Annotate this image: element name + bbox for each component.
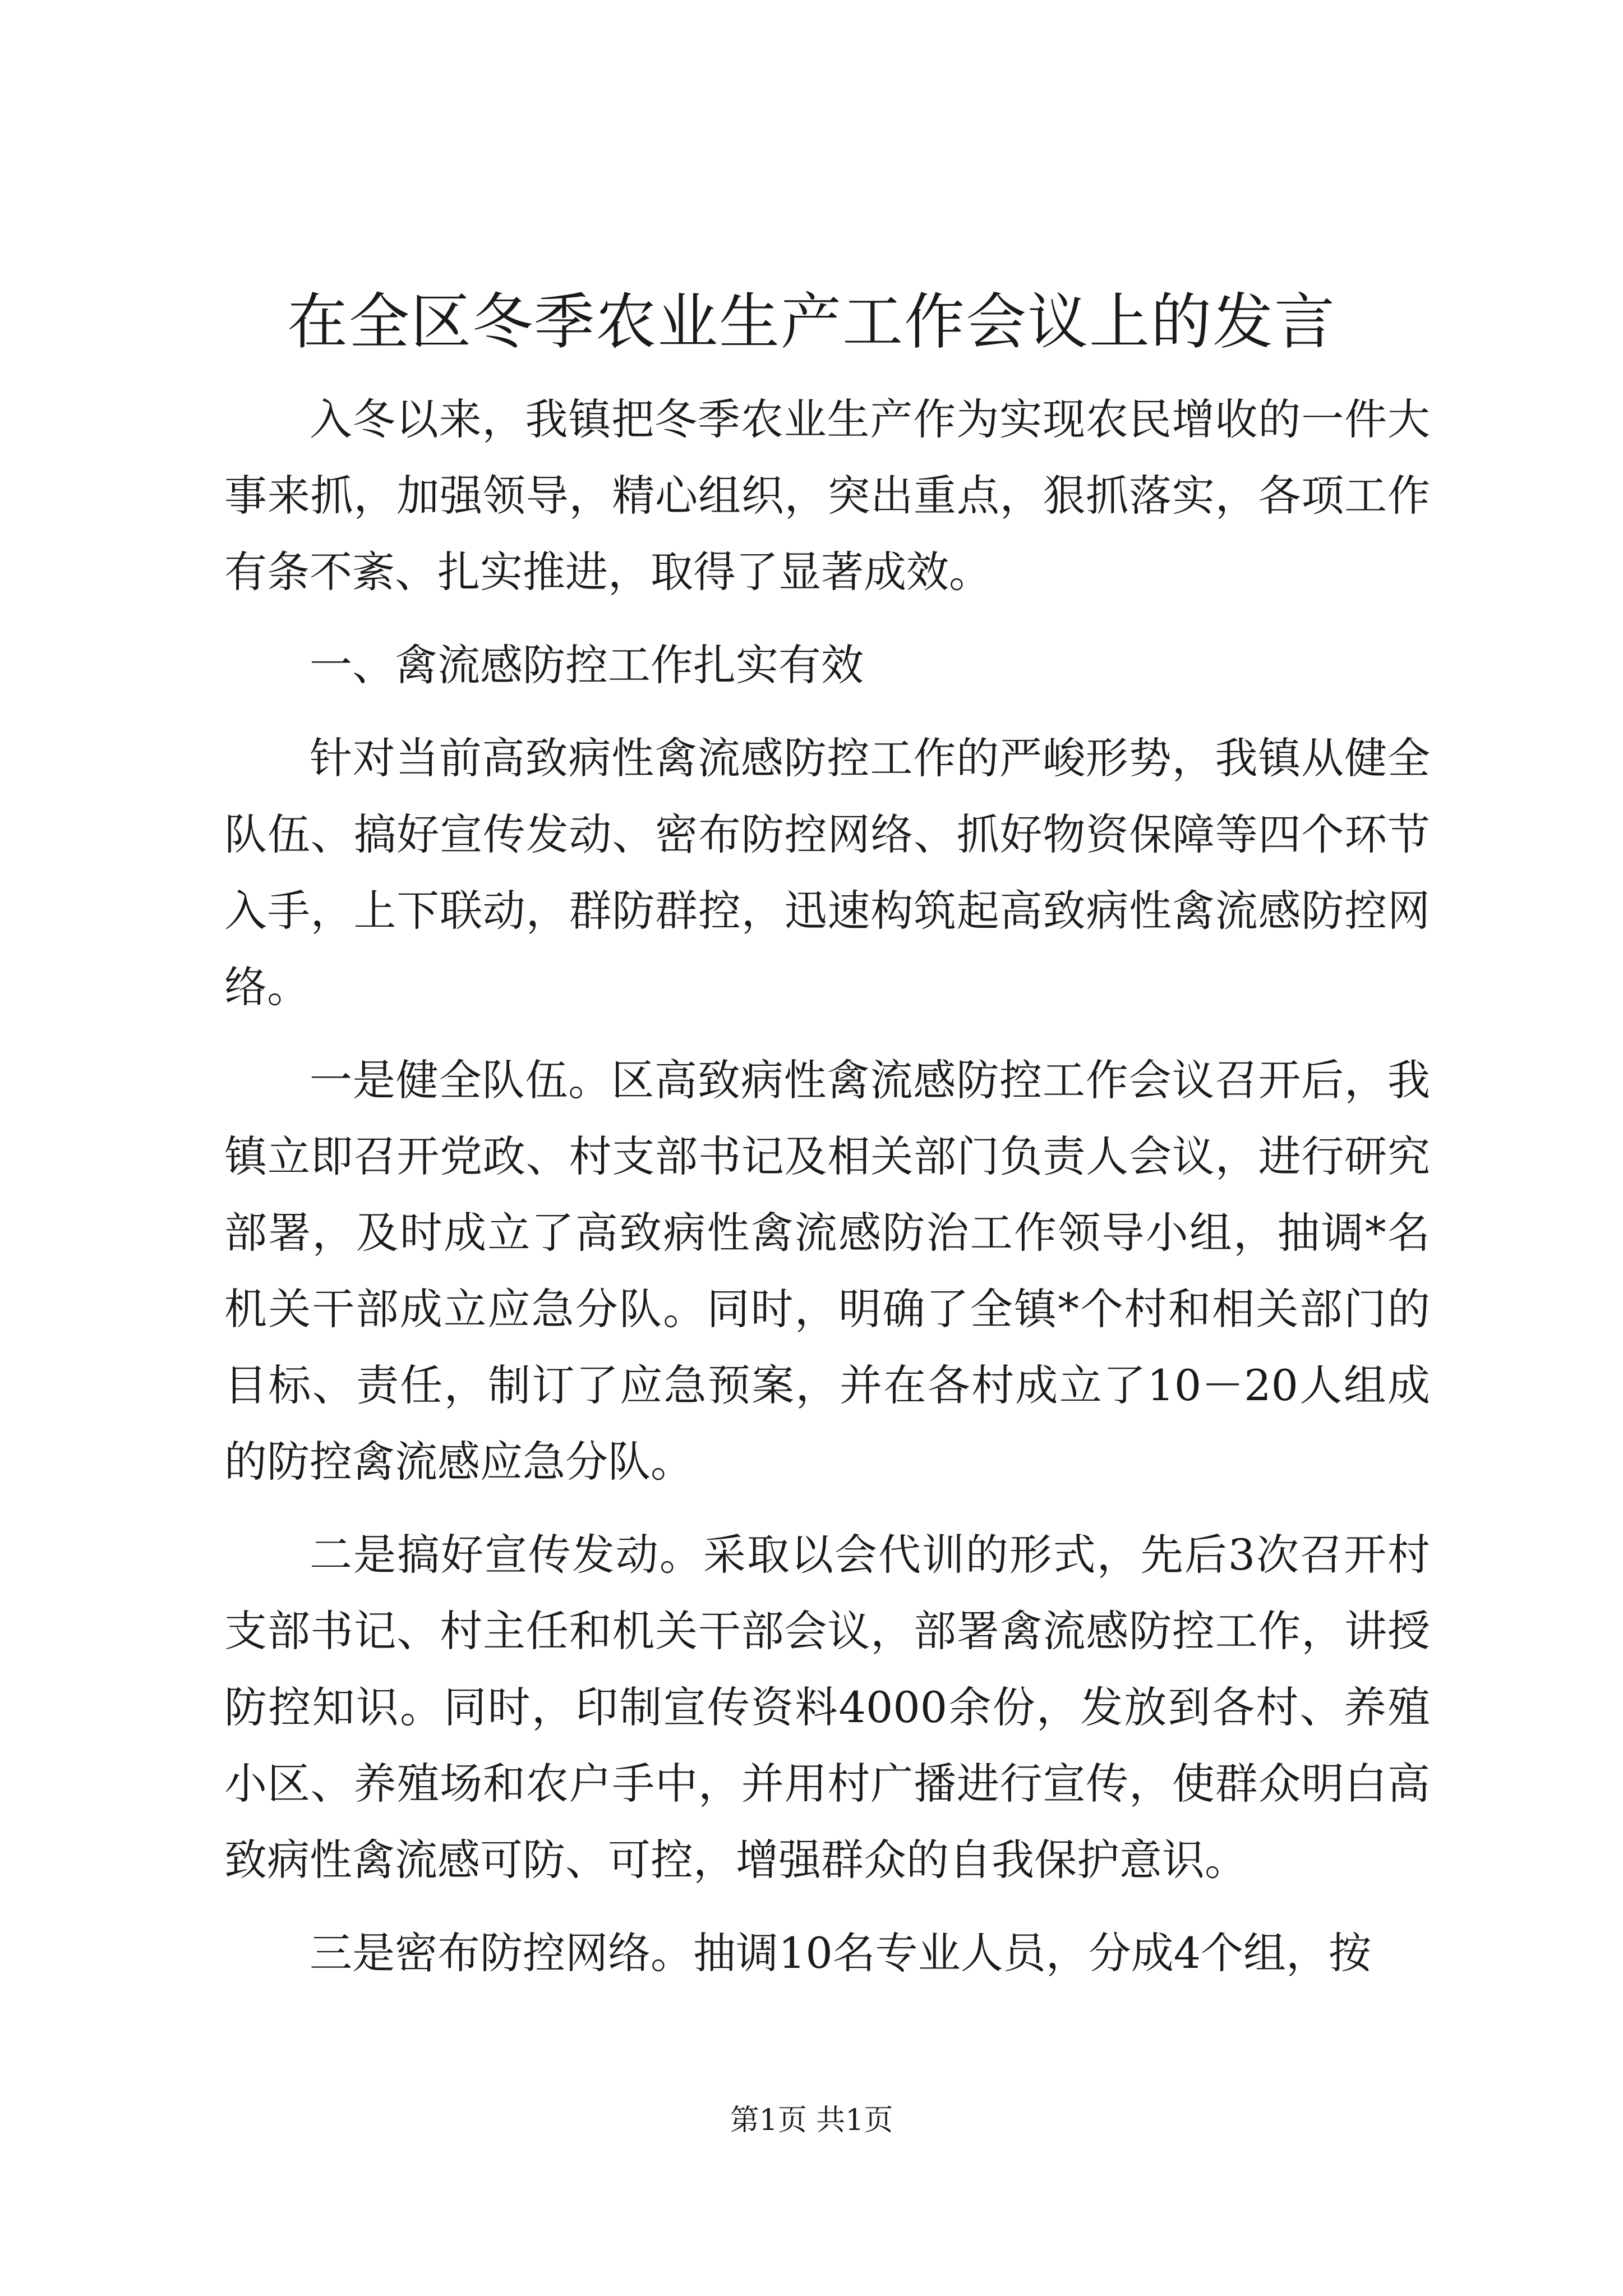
paragraph-point-1: 一是健全队伍。区高致病性禽流感防控工作会议召开后，我镇立即召开党政、村支部书记及相关部门负责人会议，进行研究部署，及时成立了高致病性禽流感防治工作领导小组，抽调*名机关干部成立应急分队。同时，明确了全镇*个村和相关部门的目标、责任，制订了应急预案，并在各村成立了10－20人组成的防控禽流感应急分队。 xyxy=(224,1055,1430,1487)
document-title: 在全区冬季农业生产工作会议上的发言 xyxy=(287,287,1336,357)
document-body xyxy=(224,381,1430,2008)
paragraph-intro: 入冬以来，我镇把冬季农业生产作为实现农民增收的一件大事来抓，加强领导，精心组织，突出重点，狠抓落实，各项工作有条不紊、扎实推进，取得了显著成效。 xyxy=(224,394,1430,597)
section-heading-1: 一、禽流感防控工作扎实有效 xyxy=(310,640,864,690)
paragraph-point-2: 二是搞好宣传发动。采取以会代训的形式，先后3次召开村支部书记、村主任和机关干部会议，部署禽流感防控工作，讲授防控知识。同时，印制宣传资料4000余份，发放到各村、养殖小区、养殖场和农户手中，并用村广播进行宣传，使群众明白高致病性禽流感可防、可控，增强群众的自我保护意识。 xyxy=(224,1530,1430,1885)
page-number-footer: 第1页 共1页 xyxy=(730,2104,893,2137)
paragraph-overview: 针对当前高致病性禽流感防控工作的严峻形势，我镇从健全队伍、搞好宣传发动、密布防控网络、抓好物资保障等四个环节入手，上下联动，群防群控，迅速构筑起高致病性禽流感防控网络。 xyxy=(224,733,1430,1012)
paragraph-point-3: 三是密布防控网络。抽调10名专业人员，分成4个组，按 xyxy=(310,1928,1372,1978)
